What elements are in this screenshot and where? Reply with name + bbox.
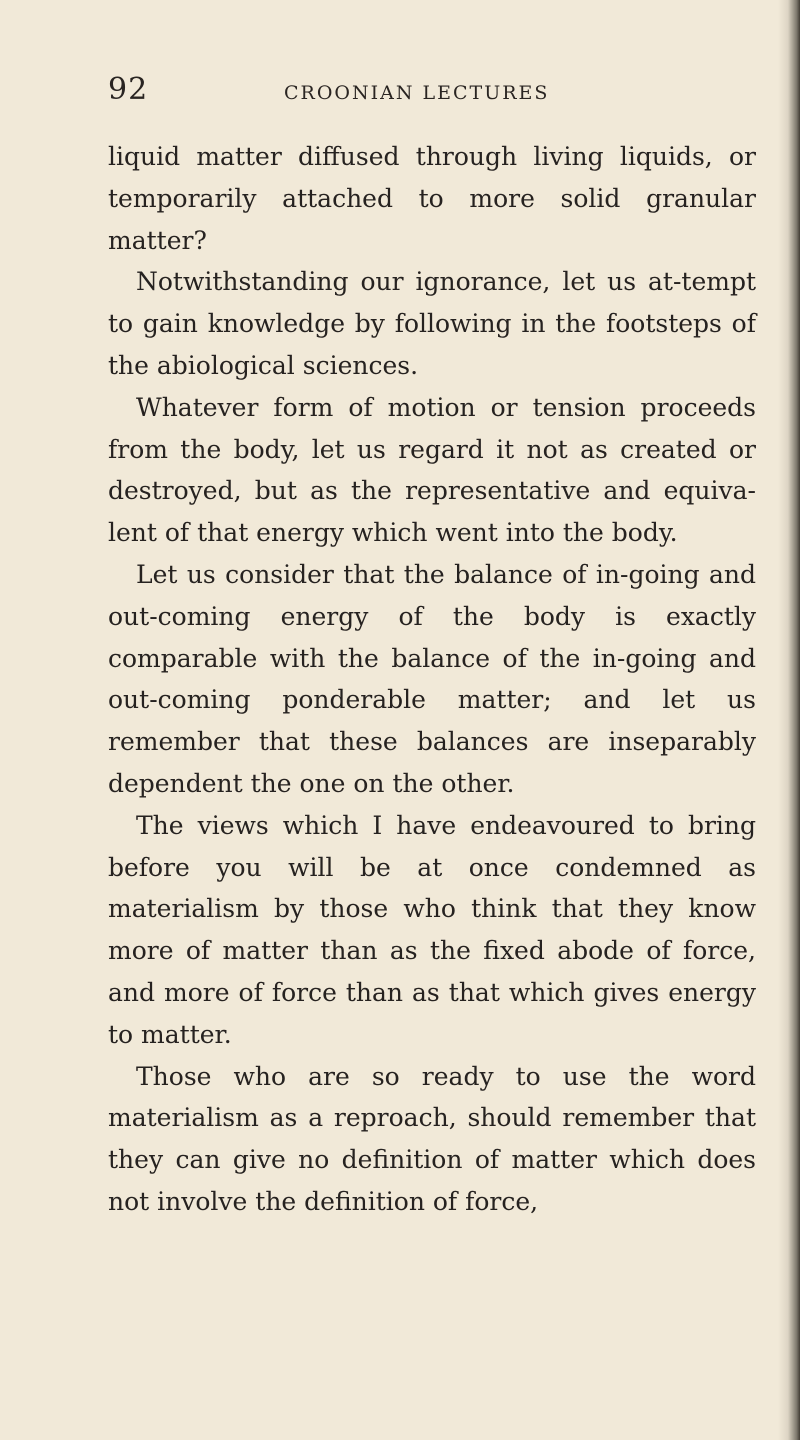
body-text	[108, 136, 756, 1223]
page-header	[108, 72, 748, 112]
paragraph-continuation: liquid matter diffused through living liquids, or temporarily attached to more solid granular matter?	[108, 142, 756, 255]
paragraph-materialism: Those who are so ready to use the word materialism as a reproach, should remember that they can give no definition of matter which does not involve the definition of force,	[108, 1061, 756, 1216]
running-head: CROONIAN LECTURES	[284, 82, 550, 104]
page-number: 92	[108, 72, 149, 107]
paragraph-notwithstanding: Notwithstanding our ignorance, let us at-tempt to gain knowledge by following in the footsteps of the abiological sciences.	[108, 267, 756, 380]
paragraph-balance: Let us consider that the balance of in-going and out-coming energy of the body is exactly comparable with the balance of the in-going and out-coming ponderable matter; and let us remember that these balances are inseparably dependent the one on the other.	[108, 559, 756, 798]
paragraph-views: The views which I have endeavoured to bring before you will be at once condemned as materialism by those who think that they know more of matter than as the fixed abode of force, and more of force than as that which gives energy to matter.	[108, 810, 756, 1049]
page-edge-shadow	[778, 0, 800, 1440]
paragraph-whatever-form: Whatever form of motion or tension proceeds from the body, let us regard it not as created or destroyed, but as the representative and equiva-lent of that energy which went into the body.	[108, 392, 756, 548]
